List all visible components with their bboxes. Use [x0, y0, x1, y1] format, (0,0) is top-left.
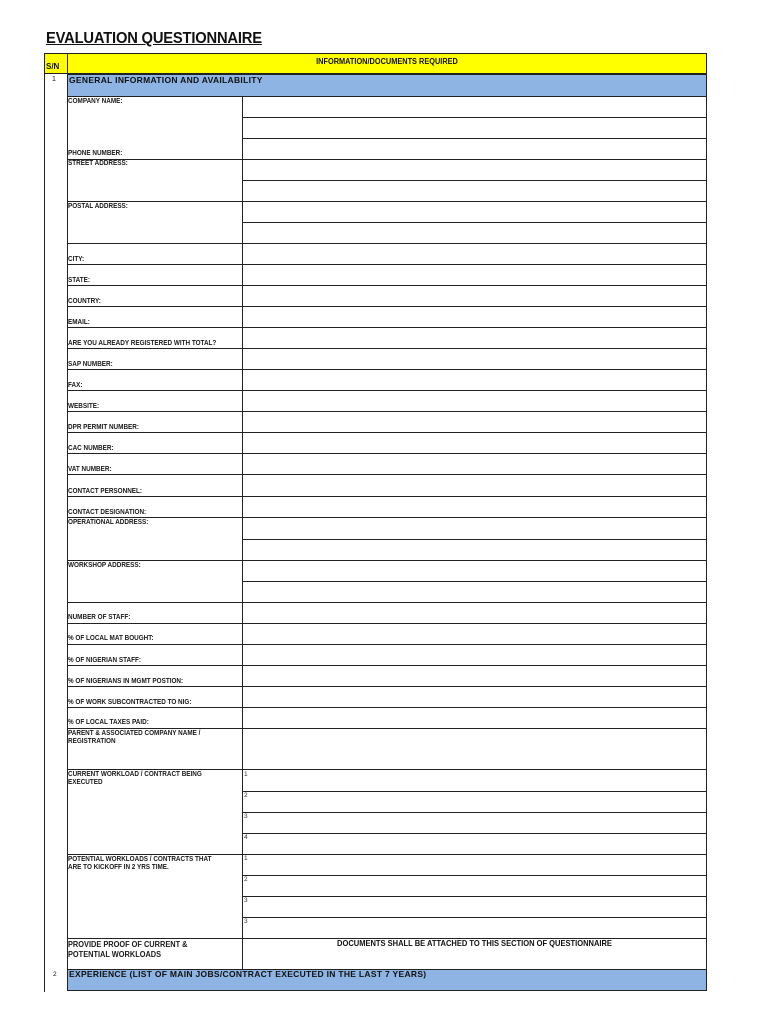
potential-workload-number: 2	[244, 876, 248, 883]
label-contact-designation: CONTACT DESIGNATION:	[68, 507, 147, 516]
row-line	[67, 686, 707, 687]
label-column-divider	[242, 97, 243, 969]
row-line	[242, 896, 706, 897]
documents-attached-note: DOCUMENTS SHALL BE ATTACHED TO THIS SECTION OF QUESTIONNAIRE	[337, 939, 612, 948]
label-state: STATE:	[68, 275, 91, 284]
current-workload-number: 4	[244, 834, 248, 841]
label-vat-number: VAT NUMBER:	[68, 464, 112, 473]
row-line	[67, 707, 707, 708]
row-line	[67, 602, 707, 603]
row-line	[67, 201, 707, 202]
header-info-label: INFORMATION/DOCUMENTS REQUIRED	[316, 57, 458, 66]
row-line	[242, 917, 706, 918]
label-workshop-address: WORKSHOP ADDRESS:	[68, 560, 141, 569]
row-line	[67, 96, 707, 97]
row-line	[242, 812, 706, 813]
row-line	[67, 390, 707, 391]
row-line	[67, 665, 707, 666]
row-line	[242, 180, 706, 181]
row-line	[67, 348, 707, 349]
label-dpr-permit: DPR PERMIT NUMBER:	[68, 422, 139, 431]
label-email: EMAIL:	[68, 317, 90, 326]
label-number-of-staff: NUMBER OF STAFF:	[68, 612, 131, 621]
current-workload-number: 2	[244, 792, 248, 799]
label-phone-number: PHONE NUMBER:	[68, 148, 123, 157]
section-1-number: 1	[52, 76, 56, 83]
label-postal-address: POSTAL ADDRESS:	[68, 201, 128, 210]
row-line	[67, 369, 707, 370]
page-title: EVALUATION QUESTIONNAIRE	[46, 30, 262, 47]
label-local-mat: % OF LOCAL MAT BOUGHT:	[68, 633, 154, 642]
row-line	[67, 623, 707, 624]
potential-workload-number: 3	[244, 918, 248, 925]
row-line	[67, 644, 707, 645]
row-line	[67, 306, 707, 307]
label-potential-workloads: POTENTIAL WORKLOADS / CONTRACTS THAT ARE TO KICKOFF IN 2 YRS TIME.	[68, 854, 212, 872]
row-line	[242, 833, 706, 834]
label-operational-address: OPERATIONAL ADDRESS:	[68, 517, 149, 526]
label-nigerians-mgmt: % OF NIGERIANS IN MGMT POSTION:	[68, 676, 184, 685]
row-line	[242, 581, 706, 582]
row-line	[67, 285, 707, 286]
row-line	[67, 517, 707, 518]
label-registered: ARE YOU ALREADY REGISTERED WITH TOTAL?	[68, 338, 217, 347]
current-workload-number: 1	[244, 771, 248, 778]
row-line	[242, 539, 706, 540]
label-current-workload: CURRENT WORKLOAD / CONTRACT BEING EXECUTED	[68, 769, 202, 787]
header-sn-label: S/N	[46, 62, 60, 71]
row-line	[242, 117, 706, 118]
label-parent-company: PARENT & ASSOCIATED COMPANY NAME / REGISTRATION	[68, 728, 201, 746]
label-street-address: STREET ADDRESS:	[68, 158, 128, 167]
row-line	[242, 875, 706, 876]
row-line	[67, 432, 707, 433]
label-country: COUNTRY:	[68, 296, 101, 305]
section-2-number: 2	[53, 971, 57, 978]
row-line	[67, 243, 707, 244]
row-line	[242, 138, 706, 139]
row-line	[242, 222, 706, 223]
potential-workload-number: 1	[244, 855, 248, 862]
label-provide-proof: PROVIDE PROOF OF CURRENT & POTENTIAL WORKLOADS	[68, 939, 188, 959]
label-company-name: COMPANY NAME:	[68, 96, 123, 105]
row-line	[67, 327, 707, 328]
label-cac-number: CAC NUMBER:	[68, 443, 114, 452]
label-nigerian-staff: % OF NIGERIAN STAFF:	[68, 655, 141, 664]
potential-workload-number: 3	[244, 897, 248, 904]
section-2-title: EXPERIENCE (LIST OF MAIN JOBS/CONTRACT EXECUTED IN THE LAST 7 YEARS)	[69, 969, 427, 979]
row-line	[67, 496, 707, 497]
row-line	[67, 560, 707, 561]
sn-column-left-border	[44, 74, 45, 992]
table-right-border	[706, 97, 707, 991]
label-sap-number: SAP NUMBER:	[68, 359, 113, 368]
row-line	[67, 411, 707, 412]
label-local-taxes: % OF LOCAL TAXES PAID:	[68, 717, 149, 726]
label-fax: FAX:	[68, 380, 83, 389]
row-line	[67, 264, 707, 265]
label-website: WEBSITE:	[68, 401, 100, 410]
label-work-subcontracted: % OF WORK SUBCONTRACTED TO NIG:	[68, 697, 192, 706]
row-line	[67, 474, 707, 475]
label-city: CITY:	[68, 254, 85, 263]
row-line	[67, 453, 707, 454]
row-line	[242, 791, 706, 792]
section-1-title: GENERAL INFORMATION AND AVAILABILITY	[69, 75, 263, 85]
current-workload-number: 3	[244, 813, 248, 820]
label-contact-personnel: CONTACT PERSONNEL:	[68, 486, 143, 495]
row-line	[67, 159, 707, 160]
